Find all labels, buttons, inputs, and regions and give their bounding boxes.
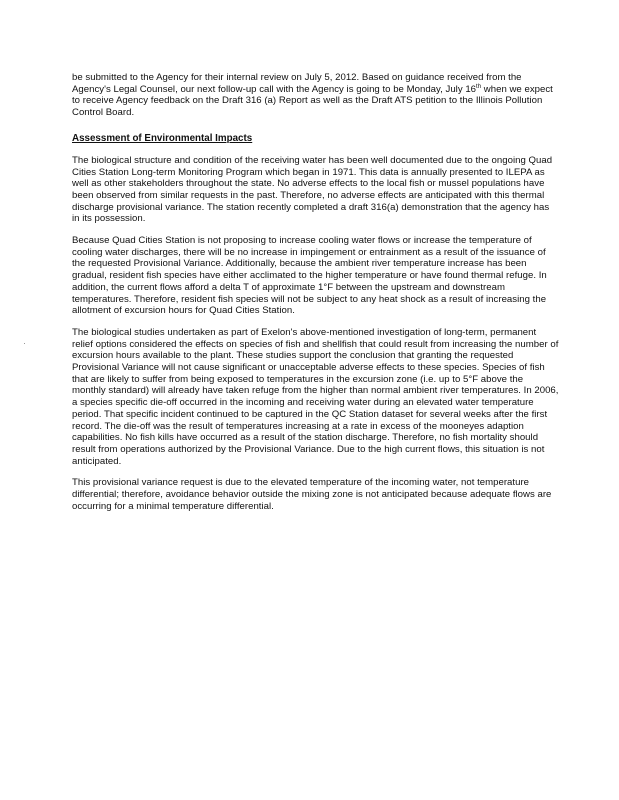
intro-paragraph — [72, 72, 559, 119]
paragraph-biological-structure: The biological structure and condition of the receiving water has been well documented due to the ongoing Quad Cities Station Long-term Monitoring Program which began in 1971. This data is annually presented to ILEPA as well as other stakeholders throughout the state. No adverse effects to the local fish or mussel populations have been observed from similar requests in the past. Therefore, no adverse effects are anticipated with this thermal discharge provisional variance. The station recently completed a draft 316(a) demonstration that the agency has in its possession. — [72, 154, 553, 225]
paragraph-cooling-water: Because Quad Cities Station is not proposing to increase cooling water flows or increase the temperature of cooling water discharges, there will be no increase in impingement or entrainment as a result of the issuance of the requested Provisional Variance. Additionally, because the ambient river temperature increase has been gradual, resident fish species have either acclimated to the higher temperature or have found thermal refuge. In addition, the current flows afford a delta T of approximate 1°F between the upstream and downstream temperatures. Therefore, resident fish species will not be subject to any heat shock as a result of increasing the allotment of excursion hours for Quad Cities Station. — [72, 235, 547, 317]
paragraph-biological-studies: The biological studies undertaken as part of Exelon's above-mentioned investigation of long-term, permanent relief options considered the effects on species of fish and shellfish that could result from increasing the number of excursion hours available to the plant. These studies support the conclusion that granting the requested Provisional Variance will not cause significant or unacceptable adverse effects to these species. Species of fish that are likely to suffer from being exposed to temperatures in the excursion zone (i.e. up to 5°F above the monthly standard) will already have taken refuge from the higher than normal ambient river temperatures. In 2006, a species specific die-off occurred in the incoming and receiving water during an elevated water temperature period. That specific incident continued to be captured in the QC Station dataset for several weeks after the first record. The die-off was the result of temperatures increasing at a rate in excess of the mooneyes adaption capabilities. No fish kills have occurred as a result of the station discharge. Therefore, no fish mortality should result from operations authorized by the Provisional Variance. Due to the high current flows, this situation is not anticipated. — [72, 326, 559, 467]
ordinal-suffix: th — [476, 83, 482, 90]
scan-speck — [24, 343, 25, 344]
intro-text-continued: when we expect to receive Agency feedback on the Draft 316 (a) Report as well as the Draft ATS petition to the Illinois Pollution Control Board. — [72, 83, 553, 119]
paragraph-temperature-differential: This provisional variance request is due to the elevated temperature of the incoming water, not temperature differential; therefore, avoidance behavior outside the mixing zone is not anticipated because adequate flows are occurring for a minimal temperature differential. — [72, 477, 552, 512]
intro-text: be submitted to the Agency for their internal review on July 5, 2012. Based on guidance received from the Agency's Legal Counsel, our next follow-up call with the Agency is going to be Monday, July 16 — [72, 72, 522, 95]
section-heading: Assessment of Environmental Impacts — [72, 132, 253, 144]
